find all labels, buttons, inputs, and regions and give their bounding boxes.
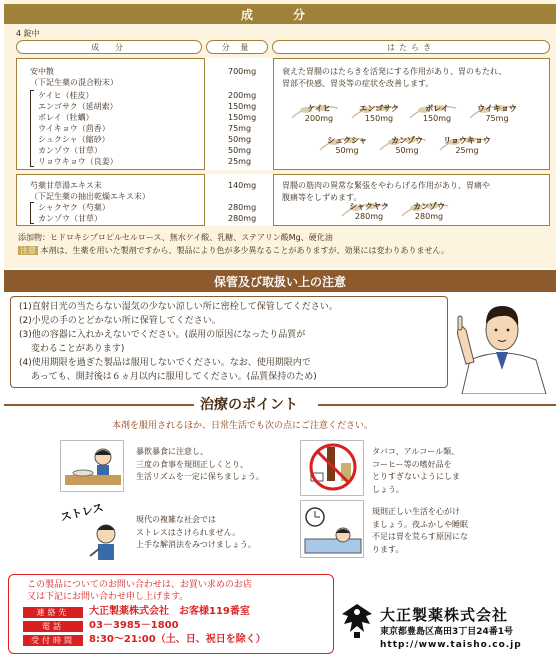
herb-label [342,202,396,222]
herb-label [352,104,406,124]
company-name: 大正製薬株式会社 [380,606,509,624]
ingredient-amount: 25mg [228,157,252,166]
tips-rule-right [318,404,556,406]
contact-phone: 03－3985－1800 [89,620,179,631]
ingredient-name: シャクヤク（芍薬） [38,203,110,212]
herb-amount: 50mg [335,146,359,155]
herb-label [320,136,374,156]
herb-label [380,136,434,156]
group2-bracket [30,202,34,224]
herb-name: カンゾウ [413,202,445,211]
tip-text-2: タバコ、アルコール類、 コーヒー等の嗜好品を とりすぎないようにしま しょう。 [372,447,460,494]
ingredient-amount: 280mg [228,214,257,223]
ingredient-amount: 280mg [228,203,257,212]
herb-label [402,202,456,222]
eagle-logo-icon [340,600,374,640]
tip-text-4: 規則正しい生活を心がけ ましょう。夜ふかしや睡眠 不足は胃を荒らす原因にな ります。 [372,507,468,554]
tips-rule-left [4,404,194,406]
herb-label [292,104,346,124]
herb-name: ケイヒ [307,104,331,113]
note-text: 本剤は、生薬を用いた製剤ですから、製品により色が多少異なることがありますが、効果には変わりありません。 [40,246,450,255]
contact-hours: 8:30～21:00（土、日、祝日を除く） [89,634,266,645]
contact-company: 大正製薬株式会社 お客様119番室 [89,606,250,617]
group1-effect-line1: 衰えた胃腸のはたらきを活発にする作用があり、胃のもたれ、 [282,67,507,76]
group1-bracket [30,90,34,167]
ingredient-amount: 150mg [228,102,257,111]
tip-text-3: 現代の複雑な社会では ストレスはさけられません。 上手な解消法をみつけましょう。 [136,515,256,549]
col-header-effect: はたらき [272,40,550,54]
additives: 添加物：ヒドロキシプロピルセルロース、無水ケイ酸、乳糖、ステアリン酸Mg、硬化油 [18,233,333,242]
ingredient-amount: 50mg [228,146,252,155]
tip-meal-illustration [60,440,124,492]
storage-line: あっても、開封後は６ヵ月以内に服用してください。(品質保持のため) [19,372,317,382]
ingredient-amount: 150mg [228,113,257,122]
group2-effect-line1: 胃腸の筋肉の異常な緊張をやわらげる作用があり、胃痛や [282,181,490,190]
ingredient-amount: 200mg [228,91,257,100]
tip-sleep-illustration [300,500,364,558]
col-header-amount: 分 量 [206,40,268,54]
doctor-illustration [452,290,552,394]
storage-line: 変わることがあります) [19,344,125,354]
tip-stress-illustration [60,500,124,560]
herb-amount: 50mg [395,146,419,155]
herb-amount: 150mg [422,114,452,123]
ingredient-name: ケイヒ（桂皮） [38,91,94,100]
contact-tag-hours: 受付時間 [23,635,83,646]
group2-sub: （下記生薬の抽出乾燥エキス末） [30,192,150,201]
tablets-note: 4 錠中 [16,29,40,38]
storage-line: (4)使用期限を過ぎた製品は服用しないでください。なお、使用期限内で [19,358,311,368]
contact-box [8,574,334,654]
group2-name: 芍薬甘草湯エキス末 [30,181,102,190]
herb-amount: 25mg [455,146,479,155]
ingredient-name: シュクシャ（縮砂） [38,135,110,144]
company-address: 東京都豊島区高田3丁目24番1号 [380,627,514,637]
tips-title: 治療のポイント [200,397,298,413]
herb-name: ウイキョウ [477,104,517,113]
stress-label: ストレス [59,500,105,525]
herb-label [470,104,524,124]
herb-label [440,136,494,156]
herb-amount: 280mg [354,212,384,221]
note-tag: 注意 [20,246,36,255]
storage-box [10,296,448,388]
ingredient-name: ウイキョウ（茴香） [38,124,110,133]
storage-title: 保管及び取扱い上の注意 [4,270,556,292]
ingredient-amount: 50mg [228,135,252,144]
storage-line: (1)直射日光の当たらない湿気の少ない涼しい所に密栓して保管してください。 [19,302,338,312]
herb-name: カンゾウ [391,136,423,145]
herb-name: リョウキョウ [443,136,491,145]
herb-amount: 75mg [485,114,509,123]
contact-line2: 又は下記にお問い合わせ申し上げます。 [27,592,189,602]
col-header-ingredient: 成 分 [16,40,202,54]
contact-tag-phone: 電話 [23,621,83,632]
group1-total: 700mg [228,67,257,76]
herb-amount: 280mg [414,212,444,221]
herb-name: シュクシャ [327,136,367,145]
group1-sub: （下記生薬の混合粉末） [30,78,118,87]
herb-name: シャクヤク [349,202,389,211]
ingredient-name: カンゾウ（甘草） [38,214,102,223]
composition-title: 成 分 [4,4,556,24]
company-url[interactable]: http://www.taisho.co.jp [380,640,522,650]
storage-line: (3)他の容器に入れかえないでください。(誤用の原因になったり品質が [19,330,306,340]
group2-total: 140mg [228,181,257,190]
group1-name: 安中散 [30,67,54,76]
tip-text-1: 暴飲暴食に注意し、 三度の食事を規則正しくとり、 生活リズムを一定に保ちましょう。 [136,447,264,481]
herb-name: ボレイ [425,104,449,113]
ingredient-name: ボレイ（牡蠣） [38,113,94,122]
contact-line1: この製品についてのお問い合わせは、お買い求めのお店 [27,580,252,590]
herb-name: エンゴサク [359,104,399,113]
usage-note [18,245,449,257]
tip-no-tobacco-illustration [300,440,364,496]
group1-effect-line2: 胃部不快感、胃炎等の症状を改善します。 [282,79,434,88]
tips-subtitle: 本剤を服用されるほか、日常生活でも次の点にご注意ください。 [112,421,374,431]
ingredient-name: リョウキョウ（良姜） [38,157,118,166]
herb-label [410,104,464,124]
group2-effect-line2: 腹痛等をしずめます。 [282,193,362,202]
herb-amount: 150mg [364,114,394,123]
ingredient-name: エンゴサク（延胡索） [38,102,118,111]
ingredient-amount: 75mg [228,124,252,133]
contact-tag-company: 連絡先 [23,607,83,618]
ingredient-name: カンゾウ（甘草） [38,146,102,155]
herb-amount: 200mg [304,114,334,123]
storage-line: (2)小児の手のとどかない所に保管してください。 [19,316,221,326]
